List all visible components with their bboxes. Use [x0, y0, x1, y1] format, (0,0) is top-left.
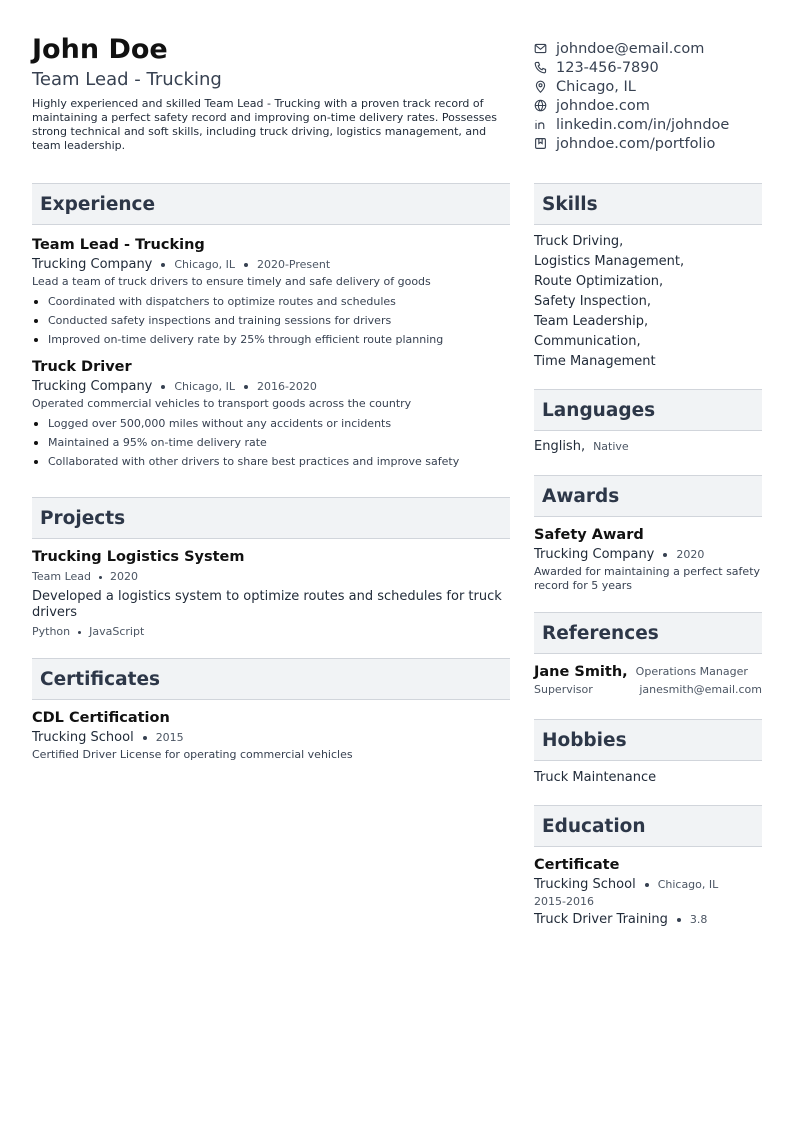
website-text: johndoe.com: [556, 97, 650, 114]
separator-dot: [99, 576, 102, 579]
bullet-item: Collaborated with other drivers to share best practices and improve safety: [32, 452, 510, 471]
hobbies-section: [534, 719, 762, 788]
tech-item: Python: [32, 625, 71, 638]
project-description: Developed a logistics system to optimize routes and schedules for truck drivers: [32, 589, 502, 620]
contact-linkedin[interactable]: [534, 115, 774, 134]
job-dates: 2020-Present: [256, 258, 331, 271]
certificate-year: 2015: [155, 731, 184, 744]
bullet-item: Maintained a 95% on-time delivery rate: [32, 433, 510, 452]
references-section: [534, 612, 762, 697]
job-bullets: [32, 414, 510, 471]
skill-item: Communication,: [534, 334, 641, 349]
language-level: Native: [593, 440, 629, 453]
project-entry: [32, 548, 510, 640]
contact-portfolio[interactable]: [534, 134, 774, 153]
projects-section: [32, 497, 510, 640]
section-heading: Awards: [534, 475, 762, 517]
job-bullets: [32, 292, 510, 349]
separator-dot: [244, 263, 248, 267]
experience-section: [32, 183, 510, 471]
portfolio-text: johndoe.com/portfolio: [556, 135, 716, 152]
contact-phone[interactable]: [534, 58, 774, 77]
reference-relation: Supervisor: [534, 683, 593, 696]
skill-item: Route Optimization,: [534, 274, 664, 289]
location-text: Chicago, IL: [556, 78, 636, 95]
job-dates: 2016-2020: [256, 380, 317, 393]
education-location: Chicago, IL: [657, 878, 719, 891]
education-section: [534, 805, 762, 928]
skill-item: Safety Inspection,: [534, 294, 651, 309]
skill-item: Time Management: [534, 354, 656, 369]
job-location: Chicago, IL: [174, 258, 235, 271]
language-name: English,: [534, 439, 586, 454]
candidate-name: John Doe: [32, 34, 168, 65]
project-tech: [32, 624, 510, 640]
separator-dot: [78, 631, 81, 634]
skill-item: Team Leadership,: [534, 314, 649, 329]
section-heading: References: [534, 612, 762, 654]
phone-text: 123-456-7890: [556, 59, 659, 76]
education-meta: [534, 877, 762, 893]
award-year: 2020: [676, 548, 705, 561]
project-title: Trucking Logistics System: [32, 549, 245, 565]
job-title: Truck Driver: [32, 359, 132, 375]
certificate-meta: [32, 730, 510, 746]
linkedin-icon: [534, 118, 547, 131]
section-heading: Skills: [534, 183, 762, 225]
award-issuer: Trucking Company: [534, 547, 655, 562]
award-description: Awarded for maintaining a perfect safety record for 5 years: [534, 565, 761, 592]
separator-dot: [663, 553, 667, 557]
project-role: Team Lead: [32, 570, 91, 583]
contact-website[interactable]: [534, 96, 774, 115]
phone-icon: [534, 61, 547, 74]
candidate-title: Team Lead - Trucking: [32, 69, 222, 90]
certificate-issuer: Trucking School: [32, 730, 134, 745]
bullet-item: Conducted safety inspections and training sessions for drivers: [32, 311, 510, 330]
award-entry: [534, 526, 762, 593]
bullet-item: Coordinated with dispatchers to optimize routes and schedules: [32, 292, 510, 311]
job-description: Lead a team of truck drivers to ensure timely and safe delivery of goods: [32, 275, 431, 288]
award-meta: [534, 547, 762, 563]
skills-section: [534, 183, 762, 372]
resume-header: [32, 32, 510, 153]
education-entry: [534, 856, 762, 928]
job-description: Operated commercial vehicles to transport goods across the country: [32, 397, 412, 410]
bullet-item: Logged over 500,000 miles without any accidents or incidents: [32, 414, 510, 433]
section-heading: Experience: [32, 183, 510, 225]
certificate-entry: [32, 709, 510, 762]
map-pin-icon: [534, 80, 547, 93]
summary-text: Highly experienced and skilled Team Lead - Trucking with a proven track record of maintaining a perfect safety record and improving on-time delivery rates. Possesses strong technical and soft skills, including truck driving, logistics management, and team leadership.: [32, 97, 498, 152]
job-meta: [32, 379, 510, 395]
section-heading: Languages: [534, 389, 762, 431]
reference-position: Operations Manager: [635, 665, 748, 678]
awards-section: [534, 475, 762, 593]
tech-item: JavaScript: [89, 625, 145, 638]
contact-info: [534, 39, 774, 153]
bullet-item: Improved on-time delivery rate by 25% through efficient route planning: [32, 330, 510, 349]
education-field: Truck Driver Training: [534, 912, 668, 927]
job-meta: [32, 257, 510, 273]
globe-icon: [534, 99, 547, 112]
job-location: Chicago, IL: [174, 380, 235, 393]
separator-dot: [161, 263, 165, 267]
contact-location: [534, 77, 774, 96]
education-school: Trucking School: [534, 877, 636, 892]
education-degree: Certificate: [534, 857, 620, 873]
section-heading: Certificates: [32, 658, 510, 700]
skill-item: Logistics Management,: [534, 254, 685, 269]
education-dates: 2015-2016: [534, 895, 594, 908]
separator-dot: [677, 918, 681, 922]
certificates-section: [32, 658, 510, 762]
languages-section: [534, 389, 762, 455]
section-heading: Education: [534, 805, 762, 847]
reference-email[interactable]: janesmith@email.com: [639, 683, 762, 696]
skills-list: [534, 232, 762, 372]
reference-entry: [534, 663, 762, 697]
separator-dot: [143, 736, 147, 740]
portfolio-icon: [534, 137, 547, 150]
award-title: Safety Award: [534, 527, 644, 543]
separator-dot: [161, 385, 165, 389]
mail-icon: [534, 42, 547, 55]
email-text: johndoe@email.com: [556, 40, 705, 57]
job-title: Team Lead - Trucking: [32, 237, 205, 253]
linkedin-text: linkedin.com/in/johndoe: [556, 116, 730, 133]
separator-dot: [645, 883, 649, 887]
company-name: Trucking Company: [32, 257, 153, 272]
contact-email[interactable]: [534, 39, 774, 58]
project-year: 2020: [110, 570, 138, 583]
section-heading: Hobbies: [534, 719, 762, 761]
separator-dot: [244, 385, 248, 389]
education-gpa: 3.8: [689, 913, 708, 926]
project-meta: [32, 569, 510, 585]
section-heading: Projects: [32, 497, 510, 539]
certificate-description: Certified Driver License for operating commercial vehicles: [32, 748, 353, 761]
language-entry: [534, 439, 762, 455]
education-field-row: [534, 912, 762, 928]
hobby-item: Truck Maintenance: [534, 770, 657, 785]
company-name: Trucking Company: [32, 379, 153, 394]
experience-entry: [32, 358, 510, 471]
skill-item: Truck Driving,: [534, 234, 624, 249]
reference-name: Jane Smith,: [534, 664, 628, 680]
experience-entry: [32, 236, 510, 349]
certificate-title: CDL Certification: [32, 710, 170, 726]
